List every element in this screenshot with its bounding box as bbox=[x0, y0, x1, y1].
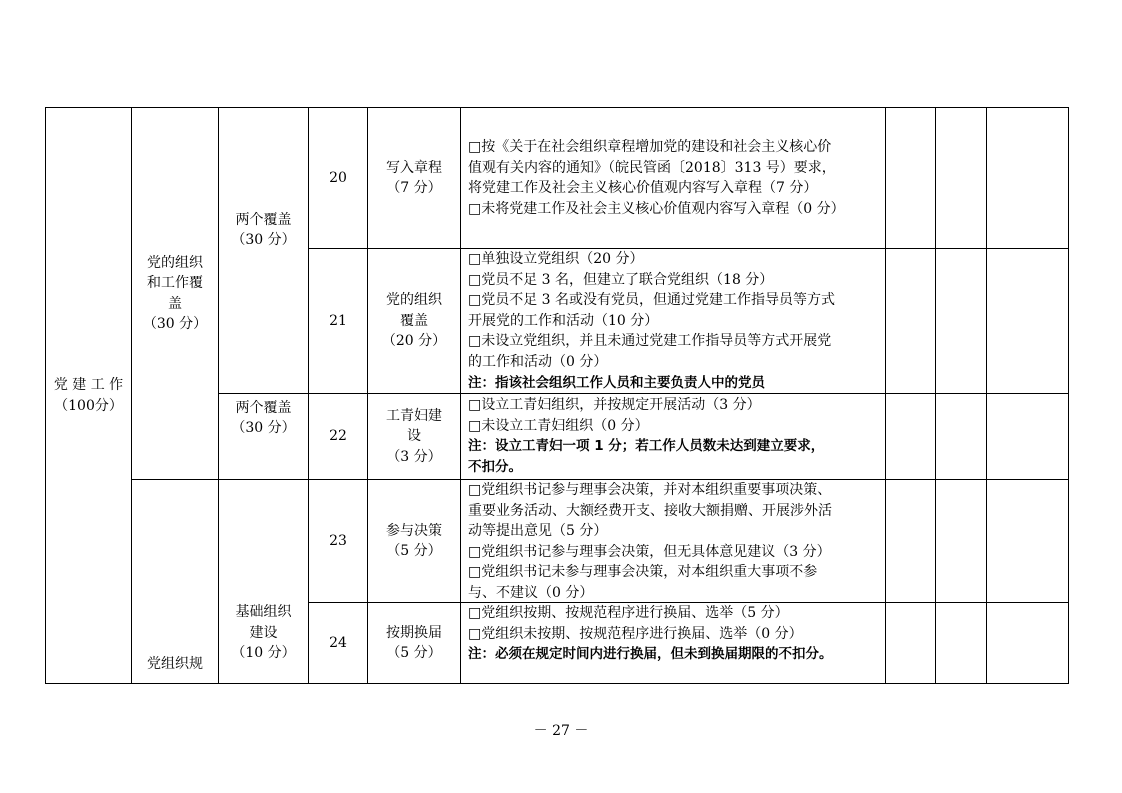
content-line: 重要业务活动、大额经费开支、接收大额捐赠、开展涉外活 bbox=[468, 502, 832, 519]
group-mid-cell bbox=[219, 394, 308, 442]
row-content bbox=[468, 249, 835, 393]
content-line: 开展党的工作和活动（10 分） bbox=[468, 312, 659, 329]
content-line: □未将党建工作及社会主义核心价值观内容写入章程（0 分） bbox=[468, 200, 845, 217]
row-content bbox=[468, 480, 832, 604]
table-border-right bbox=[1068, 107, 1069, 684]
subcategory-line: 党组织规 bbox=[147, 655, 203, 672]
content-line: □未设立工青妇组织（0 分） bbox=[468, 417, 649, 434]
row-item bbox=[368, 394, 460, 479]
item-line: （5 分） bbox=[386, 543, 442, 559]
content-line: 值观有关内容的通知》（皖民管函〔2018〕313 号）要求， bbox=[468, 159, 836, 176]
subcategory-line: 和工作覆 bbox=[147, 275, 203, 291]
category-score: （100分） bbox=[54, 397, 123, 414]
row-content bbox=[468, 395, 824, 477]
table-col-divider bbox=[935, 107, 936, 684]
table-col-divider bbox=[986, 107, 987, 684]
row-item bbox=[368, 480, 460, 602]
row-number: 23 bbox=[329, 532, 347, 549]
table-border-bottom bbox=[45, 683, 1069, 684]
content-line: □单独设立党组织（20 分） bbox=[468, 251, 644, 267]
table-col-divider bbox=[885, 107, 886, 684]
group-score: （30 分） bbox=[231, 232, 296, 248]
group-basic-cell bbox=[219, 601, 308, 665]
category-cell bbox=[46, 108, 131, 683]
content-line: □党组织未按期、按规范程序进行换届、选举（0 分） bbox=[468, 625, 803, 642]
category-label: 党 建 工 作 bbox=[53, 377, 124, 393]
group-score: （10 分） bbox=[231, 645, 296, 662]
item-line: （20 分） bbox=[381, 333, 447, 350]
group-label: 两个覆盖 bbox=[235, 211, 292, 228]
row-item bbox=[368, 249, 460, 393]
page-number: － 27 － bbox=[533, 723, 589, 739]
group-label: 基础组织 bbox=[235, 604, 292, 621]
content-line: 与、不建议（0 分） bbox=[468, 584, 594, 601]
subcategory-line: 党的组织 bbox=[147, 254, 203, 271]
content-line: 将党建工作及社会主义核心价值观内容写入章程（7 分） bbox=[468, 180, 818, 197]
content-line: □党组织按期、按规范程序进行换届、选举（5 分） bbox=[468, 605, 789, 621]
content-line: □党员不足 3 名，但建立了联合党组织（18 分） bbox=[468, 271, 774, 288]
item-line: 党的组织 bbox=[386, 292, 442, 309]
row-number: 24 bbox=[329, 634, 347, 651]
content-line: □按《关于在社会组织章程增加党的建设和社会主义核心价 bbox=[468, 139, 832, 155]
item-line: 工青妇建 bbox=[386, 407, 442, 424]
row-number: 21 bbox=[329, 312, 347, 329]
item-line: 参与决策 bbox=[386, 522, 442, 539]
note-line: 注：必须在规定时间内进行换届，但未到换届期限的不扣分。 bbox=[468, 646, 833, 663]
item-line: （3 分） bbox=[386, 448, 442, 465]
note-line: 不扣分。 bbox=[468, 458, 522, 475]
row-item bbox=[368, 603, 460, 683]
subcategory-norms-cell bbox=[132, 652, 218, 676]
content-line: □设立工青妇组织，并按规定开展活动（3 分） bbox=[468, 397, 761, 413]
subcategory-line: （30 分） bbox=[142, 316, 208, 332]
content-line: □党组织书记参与理事会决策，但无具体意见建议（3 分） bbox=[468, 543, 831, 560]
content-line: □党员不足 3 名或没有党员，但通过党建工作指导员等方式 bbox=[468, 292, 836, 309]
group-score: （30 分） bbox=[231, 420, 296, 436]
item-line: 按期换届 bbox=[386, 624, 442, 641]
item-line: 写入章程 bbox=[386, 159, 442, 176]
subcategory-coverage-cell bbox=[132, 108, 218, 479]
row-content bbox=[468, 603, 833, 665]
content-line: □未设立党组织，并且未通过党建工作指导员等方式开展党 bbox=[468, 333, 832, 350]
item-line: （5 分） bbox=[386, 645, 442, 661]
note-line: 注：指该社会组织工作人员和主要负责人中的党员 bbox=[468, 374, 765, 391]
row-item bbox=[368, 108, 460, 248]
row-number: 20 bbox=[329, 169, 347, 186]
content-line: 的工作和活动（0 分） bbox=[468, 353, 608, 370]
group-label: 两个覆盖 bbox=[235, 399, 292, 416]
content-line: □党组织书记参与理事会决策，并对本组织重要事项决策、 bbox=[468, 482, 832, 498]
note-line: 注：设立工青妇一项 1 分；若工作人员数未达到建立要求， bbox=[468, 438, 825, 455]
subcategory-line: 盖 bbox=[168, 295, 182, 312]
item-line: （7 分） bbox=[386, 180, 442, 196]
table-col-divider bbox=[460, 107, 461, 684]
content-line: 动等提出意见（5 分） bbox=[468, 523, 608, 540]
group-top-cell bbox=[219, 206, 308, 254]
row-content bbox=[468, 137, 845, 219]
row-number: 22 bbox=[329, 428, 347, 445]
item-line: 覆盖 bbox=[400, 312, 428, 329]
content-line: □党组织书记未参与理事会决策，对本组织重大事项不参 bbox=[468, 564, 818, 581]
group-label: 建设 bbox=[249, 624, 278, 641]
item-line: 设 bbox=[407, 428, 421, 445]
